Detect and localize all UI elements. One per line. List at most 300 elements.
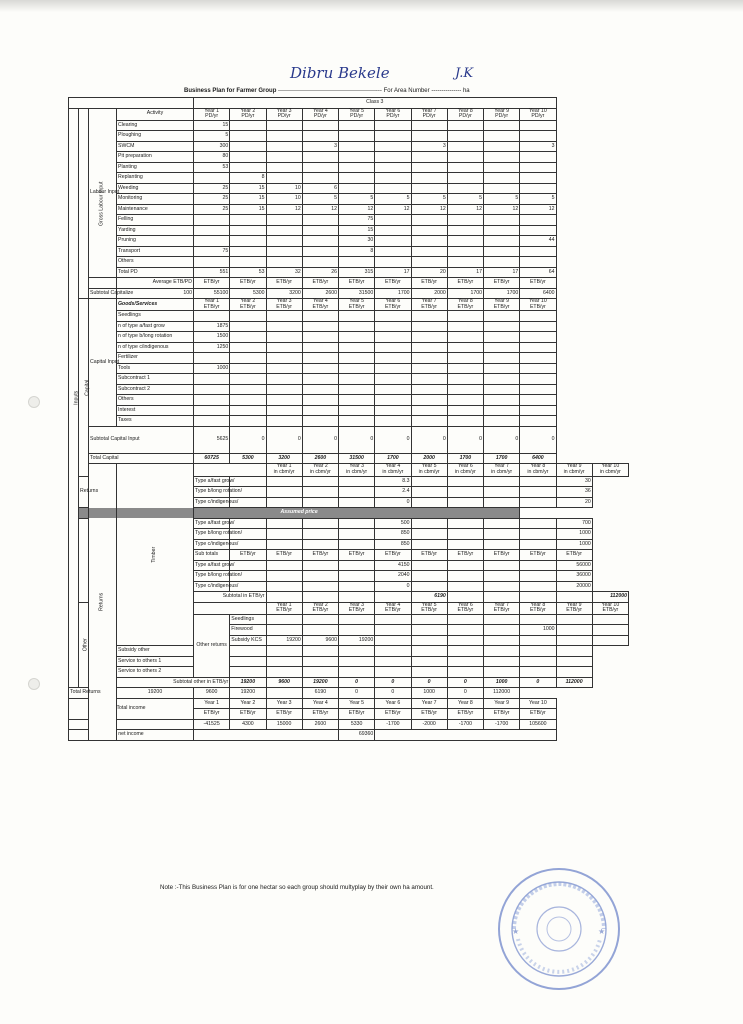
value-cell <box>411 571 447 582</box>
capital-row <box>69 353 629 364</box>
value-cell <box>411 667 447 678</box>
value-cell <box>484 646 520 657</box>
returns-label: Returns <box>79 476 89 508</box>
value-cell: 1875 <box>194 321 230 332</box>
value-cell <box>520 592 556 603</box>
value-cell <box>302 497 338 508</box>
value-cell <box>484 656 520 667</box>
value-cell <box>266 614 302 625</box>
labour-row <box>69 120 629 131</box>
value-cell: 0 <box>339 688 375 699</box>
value-cell <box>520 215 556 226</box>
type-name: Type b/long rotation/ <box>194 487 230 498</box>
value-cell: 53 <box>230 267 266 278</box>
value-cell <box>302 571 338 582</box>
value-cell: 0 <box>266 426 302 453</box>
value-cell <box>302 374 338 385</box>
item-name: Service to others 2 <box>117 667 194 678</box>
value-cell: 15 <box>339 225 375 236</box>
value-cell <box>447 416 483 427</box>
capital-row <box>69 342 629 353</box>
value-cell <box>484 529 520 540</box>
plan-header: Business Plan for Farmer Group ---------------------------------------------------- For Area Number --------------- ha <box>184 88 470 94</box>
value-cell <box>556 646 592 657</box>
value-cell: ETB/yr <box>447 278 483 289</box>
value-cell <box>194 384 230 395</box>
labour-input-label: Labour Input <box>89 108 117 278</box>
value-cell <box>194 173 230 184</box>
value-cell <box>520 353 556 364</box>
value-cell: 75 <box>194 246 230 257</box>
value-cell: 2040 <box>375 571 411 582</box>
value-cell <box>230 152 266 163</box>
labour-row <box>69 152 629 163</box>
value-cell <box>411 215 447 226</box>
value-cell: ETB/yr <box>556 550 592 561</box>
value-cell <box>484 539 520 550</box>
income-row <box>69 719 629 730</box>
value-cell: 44 <box>520 236 556 247</box>
table-cell <box>79 518 89 602</box>
value-cell <box>484 141 520 152</box>
value-cell <box>556 667 592 678</box>
year-header: Year 3 in cbm/yr <box>339 464 375 476</box>
value-cell: 75 <box>339 215 375 226</box>
value-cell <box>484 374 520 385</box>
value-cell <box>520 395 556 406</box>
capital-row <box>69 311 629 322</box>
value-cell <box>556 614 592 625</box>
value-cell <box>230 225 266 236</box>
value-cell <box>339 321 375 332</box>
value-cell <box>230 321 266 332</box>
value-cell <box>302 321 338 332</box>
value-cell <box>411 384 447 395</box>
value-cell: 36000 <box>556 571 592 582</box>
value-cell <box>447 225 483 236</box>
value-cell: -1700 <box>484 719 520 730</box>
value-cell <box>484 321 520 332</box>
value-cell: 32 <box>266 267 302 278</box>
year-header: Year 7 ETB/yr <box>484 602 520 614</box>
value-cell <box>447 162 483 173</box>
footnote: Note :-This Business Plan is for one hectar so each group should multyplay by their own ha amount. <box>160 884 434 891</box>
value-cell: 56000 <box>556 560 592 571</box>
value-cell: 10 <box>266 194 302 205</box>
year-header: Year 1 ETB/yr <box>194 299 230 311</box>
value-cell <box>447 667 483 678</box>
value-cell <box>447 476 483 487</box>
value-cell <box>375 667 411 678</box>
value-cell <box>339 405 375 416</box>
labour-row <box>69 131 629 142</box>
year-header: Year 4 PD/yr <box>302 108 338 120</box>
value-cell <box>266 131 302 142</box>
value-cell: 9600 <box>194 688 230 699</box>
year-header: Year 1 <box>194 698 230 709</box>
value-cell: ETB/yr <box>230 709 266 720</box>
type-name: Type c/indigenous/ <box>194 581 230 592</box>
value-cell <box>266 162 302 173</box>
value-cell: 20 <box>556 497 592 508</box>
value-cell <box>302 395 338 406</box>
value-cell: 20000 <box>556 581 592 592</box>
value-cell: 5 <box>484 194 520 205</box>
value-cell: 4300 <box>230 719 266 730</box>
year-header: Year 1 PD/yr <box>194 108 230 120</box>
value-cell: 0 <box>447 426 483 453</box>
other-returns-label: Other returns <box>194 614 230 677</box>
value-cell <box>447 246 483 257</box>
net-income-label: net income <box>69 730 194 741</box>
table-cell <box>194 464 267 476</box>
subtotal-label: Subtotal Capital Input <box>89 426 194 453</box>
value-cell <box>339 120 375 131</box>
value-cell <box>302 215 338 226</box>
value-cell <box>484 363 520 374</box>
net-income-row <box>69 730 629 741</box>
value-cell <box>447 173 483 184</box>
value-cell <box>375 353 411 364</box>
table-cell <box>194 730 339 741</box>
value-cell: ETB/yr <box>375 278 411 289</box>
value-cell <box>520 405 556 416</box>
value-cell <box>520 257 556 268</box>
value-cell <box>520 173 556 184</box>
value-cell: ETB/yr <box>194 278 230 289</box>
value-cell <box>411 236 447 247</box>
value-cell <box>339 363 375 374</box>
value-cell <box>375 173 411 184</box>
value-cell <box>230 215 266 226</box>
value-cell <box>230 395 266 406</box>
value-cell <box>411 321 447 332</box>
value-cell <box>230 332 266 343</box>
year-header: Year 5 ETB/yr <box>339 299 375 311</box>
type-name: Type b/long rotation/ <box>194 571 230 582</box>
value-cell <box>375 635 411 646</box>
year-header: Year 2 ETB/yr <box>302 602 338 614</box>
labour-row <box>69 173 629 184</box>
value-cell: 25 <box>194 183 230 194</box>
value-cell <box>266 215 302 226</box>
value-cell: 850 <box>375 529 411 540</box>
value-cell <box>484 476 520 487</box>
value-cell <box>375 321 411 332</box>
value-cell: 15 <box>230 204 266 215</box>
value-cell: 5 <box>520 194 556 205</box>
subtotal-label: Subtotal Capitalize <box>89 288 117 299</box>
item-name: Subsidy other <box>117 646 194 657</box>
value-cell <box>520 321 556 332</box>
year-header: Year 8 ETB/yr <box>520 602 556 614</box>
total-label: Total Capital <box>89 453 194 464</box>
value-cell <box>520 363 556 374</box>
value-cell <box>411 416 447 427</box>
activity-name: Pit preparation <box>117 152 194 163</box>
subtotal-cap-row <box>69 288 629 299</box>
value-cell <box>339 141 375 152</box>
value-cell <box>266 363 302 374</box>
value-cell: 0 <box>339 677 375 688</box>
value-cell <box>484 581 520 592</box>
year-header: Year 9 <box>484 698 520 709</box>
value-cell: ETB/yr <box>447 550 483 561</box>
table-cell <box>69 719 194 730</box>
value-cell: ETB/yr <box>484 278 520 289</box>
value-cell <box>266 581 302 592</box>
year-header: Year 1 ETB/yr <box>266 602 302 614</box>
value-cell <box>339 173 375 184</box>
value-cell: 12 <box>520 204 556 215</box>
value-cell <box>339 518 375 529</box>
year-header: Year 10 <box>520 698 556 709</box>
value-cell <box>375 384 411 395</box>
value-cell <box>230 246 266 257</box>
value-cell <box>339 384 375 395</box>
type-name: Type c/indigenous/ <box>194 497 230 508</box>
value-cell <box>447 257 483 268</box>
area-label: For Area Number <box>383 88 430 94</box>
punch-hole-icon <box>28 678 40 690</box>
type-name: Type a/fast grow/ <box>194 560 230 571</box>
item-name: Tools <box>117 363 194 374</box>
value-cell: ETB/yr <box>339 278 375 289</box>
value-cell <box>194 395 230 406</box>
value-cell: 25 <box>194 194 230 205</box>
value-cell: ETB/yr <box>230 550 266 561</box>
value-cell <box>484 246 520 257</box>
value-cell <box>230 120 266 131</box>
value-cell: 2600 <box>302 719 338 730</box>
value-cell <box>194 374 230 385</box>
value-cell <box>484 487 520 498</box>
volume-header-row <box>69 464 629 476</box>
value-cell <box>339 183 375 194</box>
value-cell <box>266 374 302 385</box>
value-cell <box>302 518 338 529</box>
type-name: Type a/fast grow/ <box>194 518 230 529</box>
value-cell: ETB/yr <box>484 550 520 561</box>
value-cell: ETB/yr <box>520 709 556 720</box>
value-cell <box>194 311 230 322</box>
value-cell <box>266 236 302 247</box>
value-cell: 6 <box>302 183 338 194</box>
value-cell: 12 <box>302 204 338 215</box>
value-cell <box>375 152 411 163</box>
value-cell: 0 <box>375 581 411 592</box>
value-cell: 1250 <box>194 342 230 353</box>
subtotal-capital-row <box>69 426 629 453</box>
capital-row <box>69 405 629 416</box>
value-cell <box>266 246 302 257</box>
value-cell <box>447 152 483 163</box>
value-cell <box>266 141 302 152</box>
value-cell: 20 <box>411 267 447 278</box>
value-cell: ETB/yr <box>230 278 266 289</box>
value-cell <box>302 353 338 364</box>
value-cell: ETB/yr <box>339 550 375 561</box>
value-cell: 2.4 <box>375 487 411 498</box>
value-cell <box>411 656 447 667</box>
value-cell <box>411 332 447 343</box>
labour-row <box>69 204 629 215</box>
value-cell: 5300 <box>230 288 266 299</box>
value-cell <box>447 646 483 657</box>
value-cell <box>556 625 592 636</box>
value-cell <box>520 667 556 678</box>
value-cell: 12 <box>411 204 447 215</box>
gross-labour-label: Gross Labour Input <box>79 108 89 299</box>
value-cell <box>266 476 302 487</box>
value-cell: 2000 <box>411 453 447 464</box>
year-header: Year 1 in cbm/yr <box>266 464 302 476</box>
value-cell: -41525 <box>194 719 230 730</box>
value-cell <box>520 487 556 498</box>
value-cell <box>556 656 592 667</box>
value-cell: 25 <box>194 204 230 215</box>
value-cell <box>375 246 411 257</box>
value-cell: ETB/yr <box>447 709 483 720</box>
value-cell <box>411 374 447 385</box>
item-name: n of type c/indigenous <box>117 342 194 353</box>
value-cell: 1500 <box>194 332 230 343</box>
year-header: Year 4 ETB/yr <box>375 602 411 614</box>
value-cell: 19200 <box>339 635 375 646</box>
value-cell: 5 <box>339 194 375 205</box>
year-header: Year 5 <box>339 698 375 709</box>
value-cell <box>447 215 483 226</box>
year-header: Year 6 PD/yr <box>375 108 411 120</box>
year-header: Year 6 ETB/yr <box>375 299 411 311</box>
value-cell: ETB/yr <box>302 278 338 289</box>
capital-header-row <box>69 299 629 311</box>
value-cell: 700 <box>556 518 592 529</box>
value-cell <box>484 518 520 529</box>
labour-row <box>69 215 629 226</box>
year-header: Year 8 in cbm/yr <box>520 464 556 476</box>
value-cell: 1700 <box>375 453 411 464</box>
value-cell <box>375 592 411 603</box>
value-cell: 30 <box>556 476 592 487</box>
type-name: Type a/fast grow/ <box>194 476 230 487</box>
value-cell <box>339 342 375 353</box>
value-cell <box>447 539 483 550</box>
year-header: Year 10 ETB/yr <box>592 602 628 614</box>
value-cell <box>375 120 411 131</box>
value-cell <box>302 592 338 603</box>
value-cell: 0 <box>520 426 556 453</box>
value-cell <box>411 560 447 571</box>
year-header: Year 2 in cbm/yr <box>302 464 338 476</box>
value-cell: 15 <box>230 194 266 205</box>
value-cell: 1700 <box>375 288 411 299</box>
value-cell: 0 <box>411 677 447 688</box>
value-cell: 5300 <box>230 453 266 464</box>
value-cell <box>520 342 556 353</box>
value-cell: 0 <box>447 688 483 699</box>
year-header: Year 6 in cbm/yr <box>447 464 483 476</box>
value-cell: 12 <box>447 204 483 215</box>
value-cell <box>339 571 375 582</box>
year-header: Year 3 <box>266 698 302 709</box>
value-cell: 17 <box>484 267 520 278</box>
value-cell <box>484 183 520 194</box>
inputs-label: Inputs <box>69 108 79 688</box>
value-cell: 36 <box>556 487 592 498</box>
value-cell <box>339 131 375 142</box>
value-cell <box>339 257 375 268</box>
value-cell <box>302 667 338 678</box>
area-unit: ha <box>462 88 470 94</box>
labour-row <box>69 257 629 268</box>
value-cell <box>230 476 266 487</box>
value-cell: 1700 <box>484 288 520 299</box>
value-cell <box>266 497 302 508</box>
value-cell <box>520 152 556 163</box>
value-cell <box>411 405 447 416</box>
labour-row <box>69 246 629 257</box>
value-cell <box>230 384 266 395</box>
value-cell: 1700 <box>447 288 483 299</box>
value-cell <box>375 332 411 343</box>
value-cell <box>302 560 338 571</box>
activity-name: Replanting <box>117 173 194 184</box>
value-cell <box>266 646 302 657</box>
year-header: Year 9 ETB/yr <box>484 299 520 311</box>
value-cell <box>411 311 447 322</box>
value-cell <box>230 342 266 353</box>
value-cell: ETB/yr <box>484 709 520 720</box>
value-cell <box>411 342 447 353</box>
item-name: Subcontract 1 <box>117 374 194 385</box>
value-cell: 55100 <box>194 288 230 299</box>
value-cell <box>339 592 375 603</box>
value-cell <box>266 656 302 667</box>
value-cell: ETB/yr <box>411 709 447 720</box>
value-cell <box>302 120 338 131</box>
value-cell: -1700 <box>447 719 483 730</box>
subtotal-other-row <box>69 677 629 688</box>
value-cell <box>484 614 520 625</box>
value-cell <box>375 625 411 636</box>
value-cell <box>447 625 483 636</box>
value-cell: 19200 <box>117 688 194 699</box>
value-cell <box>302 476 338 487</box>
value-cell: 60725 <box>194 453 230 464</box>
value-cell <box>484 332 520 343</box>
value-cell <box>484 225 520 236</box>
year-header: Year 8 <box>447 698 483 709</box>
value-cell <box>230 363 266 374</box>
value-cell <box>520 614 556 625</box>
value-cell <box>339 656 375 667</box>
item-name: n of type b/long rotation <box>117 332 194 343</box>
value-cell <box>484 120 520 131</box>
average-row <box>69 278 629 289</box>
year-header: Year 6 ETB/yr <box>447 602 483 614</box>
value-cell <box>266 342 302 353</box>
value-cell: 0 <box>375 677 411 688</box>
value-cell <box>302 246 338 257</box>
value-cell: 15 <box>194 120 230 131</box>
value-cell <box>339 416 375 427</box>
value-cell <box>375 236 411 247</box>
total-returns-row <box>69 688 629 699</box>
value-cell <box>230 405 266 416</box>
value-cell: 112000 <box>556 677 592 688</box>
year-header: Year 10 in cbm/yr <box>592 464 628 476</box>
